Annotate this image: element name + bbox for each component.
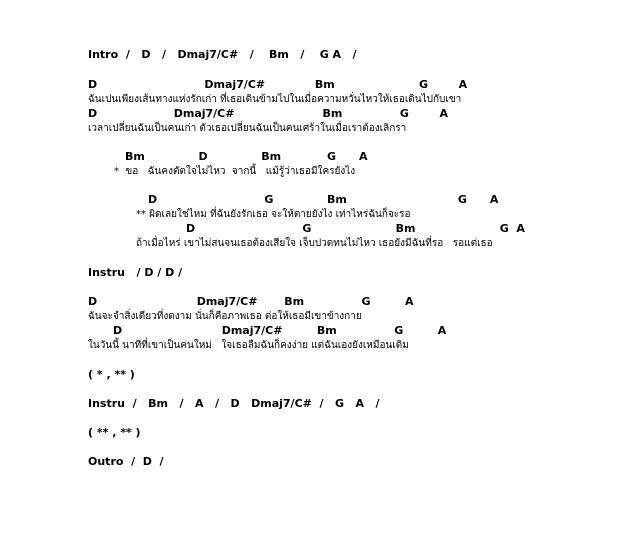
verse2-lyric-line-1: ฉันจะจำสิ่งเดียวที่งดงาม นั่นก็คือภาพเธอ ต่อให้เธอมีเขาข้างกาย [88,311,362,322]
instru-line-2: Instru / Bm / A / D Dmaj7/C# / G A / [88,397,380,410]
prechorus-lyric-line: * ขอ ฉันคงตัดใจไม่ไหว จากนี้ แม้รู้ว่าเธอมีใครยังไง [114,166,356,177]
intro-line: Intro / D / Dmaj7/C# / Bm / G A / [88,48,357,61]
verse1-chord-line-2: D Dmaj7/C# Bm G A [88,107,449,120]
verse1-lyric-line-2: เวลาเปลี่ยนฉันเป็นคนเก่า ตัวเธอเปลี่ยนฉันเป็นคนเศร้าในเมื่อเราต้องเลิกรา [88,123,407,134]
verse2-lyric-line-2: ในวันนี้ นาทีที่เขาเป็นคนใหม่ ใจเธอลืมฉันก็คงง่าย แต่ฉันเองยังเหมือนเดิม [88,340,409,351]
instru-line-1: Instru / D / D / [88,266,183,279]
prechorus-chord-line: Bm D Bm G A [125,150,368,163]
outro-line: Outro / D / [88,455,164,468]
chorus-chord-line-1: D G Bm G A [148,193,499,206]
verse2-chord-line-1: D Dmaj7/C# Bm G A [88,295,414,308]
verse1-lyric-line-1: ฉันเปนเพียงเส้นทางแห่งรักเก่า ที่เธอเดินข้ามไปในเมื่อความหวั่นไหวให้เธอเดินไปกับเขา [88,94,462,105]
chorus-chord-line-2: D G Bm G A [186,222,525,235]
chorus-lyric-line-2: ถ้าเมื่อไหร่ เขาไม่สนจนเธอต้องเสียใจ เจ็บปวดทนไม่ไหว เธอยังมีฉันที่รอ รอแต่เธอ [136,238,493,249]
repeat-line-2: ( ** , ** ) [88,426,141,439]
verse1-chord-line-1: D Dmaj7/C# Bm G A [88,78,468,91]
repeat-line-1: ( * , ** ) [88,368,135,381]
verse2-chord-line-2: D Dmaj7/C# Bm G A [113,324,447,337]
chorus-lyric-line-1: ** ผิดเลยใช่ไหม ที่ฉันยังรักเธอ จะให้ตายยังไง เท่าไหร่ฉันก็จะรอ [136,209,411,220]
